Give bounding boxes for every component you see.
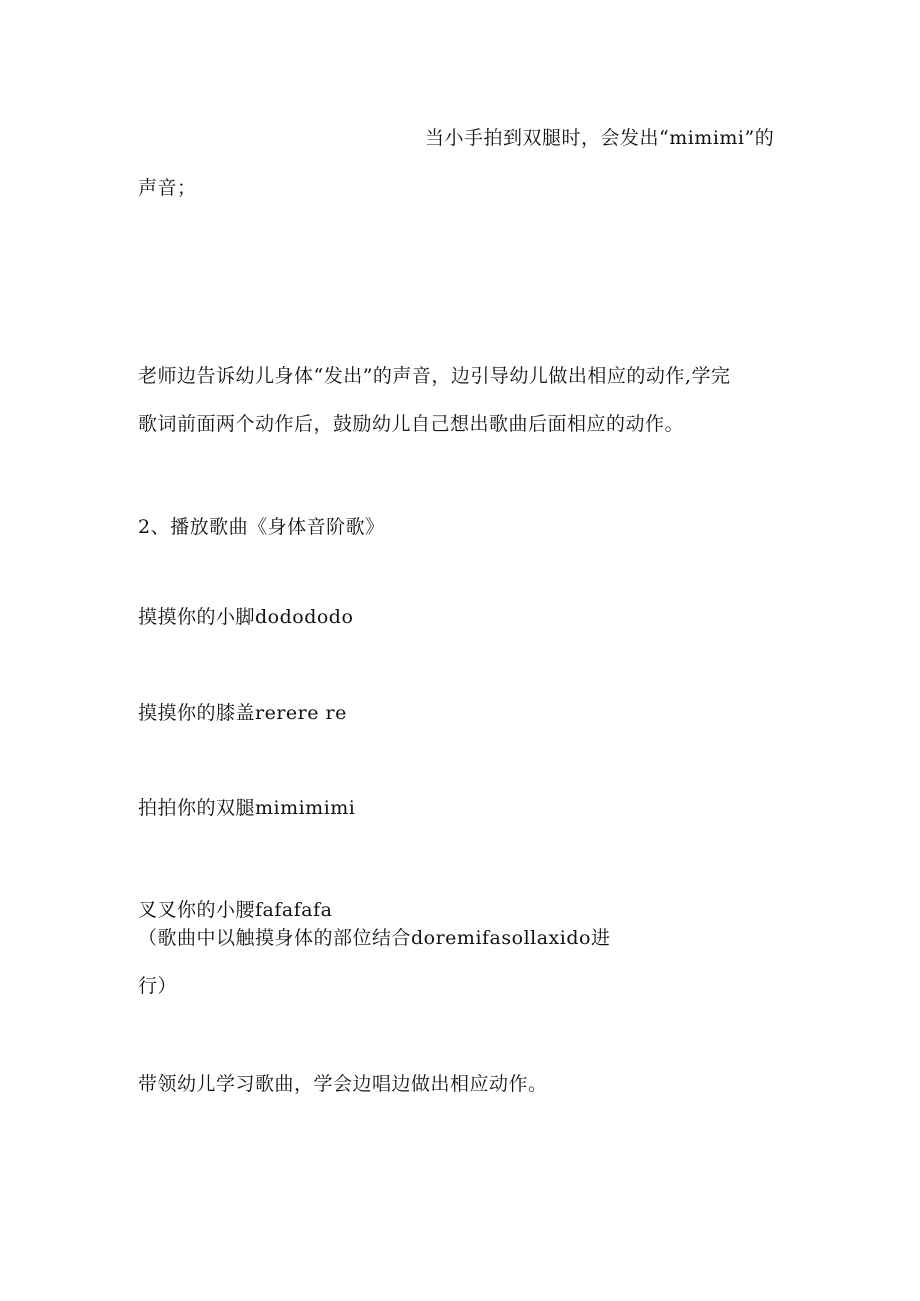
paragraph-line-mimimi-sound: 当小手拍到双腿时，会发出“mimimi”的: [425, 127, 775, 149]
paragraph-line-lead-children: 带领幼儿学习歌曲，学会边唱边做出相应动作。: [138, 1073, 548, 1095]
paragraph-line-sound: 声音；: [138, 177, 197, 199]
lyric-line-waist: 叉叉你的小腰fafafafa: [138, 899, 333, 921]
paragraph-line-teacher-guides: 老师边告诉幼儿身体“发出”的声音，边引导幼儿做出相应的动作,学完: [138, 365, 731, 387]
note-line-song-explanation: （歌曲中以触摸身体的部位结合doremifasollaxido进: [138, 927, 611, 949]
lyric-line-legs: 拍拍你的双腿mimimimi: [138, 797, 356, 819]
note-line-continuation: 行）: [138, 975, 178, 997]
paragraph-line-encourage-children: 歌词前面两个动作后，鼓励幼儿自己想出歌曲后面相应的动作。: [138, 413, 685, 435]
section-heading-play-song: 2、播放歌曲《身体音阶歌》: [138, 516, 385, 538]
lyric-line-feet: 摸摸你的小脚dodododo: [138, 606, 354, 628]
lyric-line-knees: 摸摸你的膝盖rerere re: [138, 702, 347, 724]
